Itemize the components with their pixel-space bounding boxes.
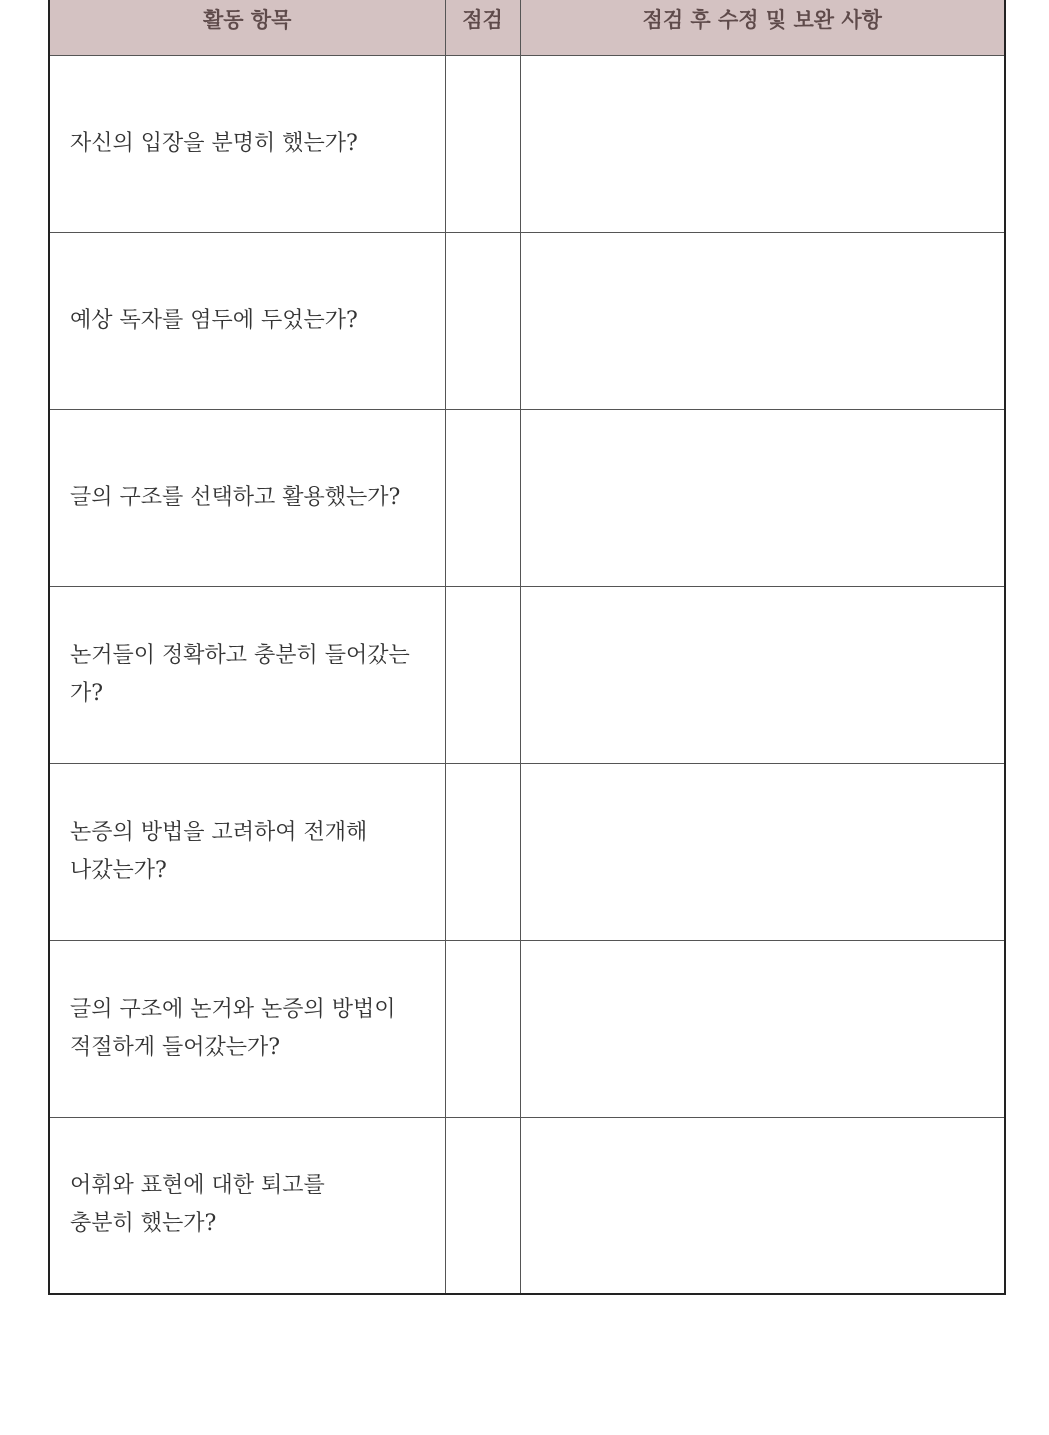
header-row (49, 0, 1005, 55)
table-row (49, 586, 1005, 763)
table-row (49, 409, 1005, 586)
activity-item: 글의 구조에 논거와 논증의 방법이 적절하게 들어갔는가? (49, 940, 445, 1117)
header-check: 점검 (445, 0, 520, 55)
check-cell[interactable] (445, 232, 520, 409)
revision-cell[interactable] (520, 763, 1005, 940)
check-cell[interactable] (445, 940, 520, 1117)
table-row (49, 232, 1005, 409)
activity-item: 글의 구조를 선택하고 활용했는가? (49, 409, 445, 586)
check-cell[interactable] (445, 763, 520, 940)
activity-item: 논거들이 정확하고 충분히 들어갔는가? (49, 586, 445, 763)
revision-cell[interactable] (520, 55, 1005, 232)
table-row (49, 1117, 1005, 1294)
table-row (49, 763, 1005, 940)
self-check-table (48, 0, 1006, 1295)
check-cell[interactable] (445, 55, 520, 232)
activity-item: 자신의 입장을 분명히 했는가? (49, 55, 445, 232)
header-revision: 점검 후 수정 및 보완 사항 (520, 0, 1005, 55)
activity-item: 논증의 방법을 고려하여 전개해 나갔는가? (49, 763, 445, 940)
revision-cell[interactable] (520, 1117, 1005, 1294)
revision-cell[interactable] (520, 940, 1005, 1117)
table-body (49, 55, 1005, 1294)
table-header (49, 0, 1005, 55)
check-cell[interactable] (445, 1117, 520, 1294)
revision-cell[interactable] (520, 586, 1005, 763)
revision-cell[interactable] (520, 409, 1005, 586)
table-row (49, 55, 1005, 232)
header-activity: 활동 항목 (49, 0, 445, 55)
check-cell[interactable] (445, 586, 520, 763)
check-cell[interactable] (445, 409, 520, 586)
activity-item: 예상 독자를 염두에 두었는가? (49, 232, 445, 409)
activity-item: 어휘와 표현에 대한 퇴고를 충분히 했는가? (49, 1117, 445, 1294)
table-row (49, 940, 1005, 1117)
revision-cell[interactable] (520, 232, 1005, 409)
